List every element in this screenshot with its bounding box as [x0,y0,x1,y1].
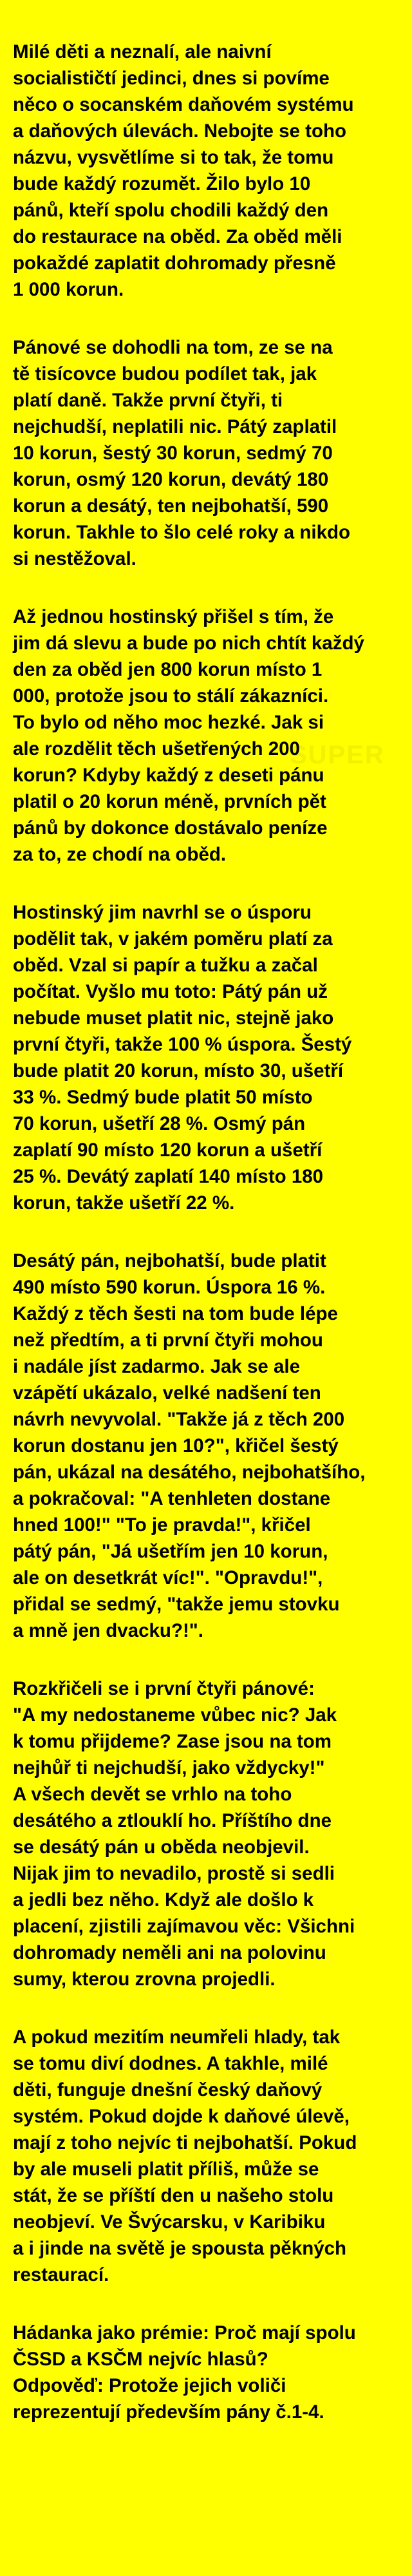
paragraph-riddle: Hádanka jako prémie: Proč mají spolu ČSSD a KSČM nejvíc hlasů? Odpověď: Protože jejich voliči reprezentují především pány č.1-4. [13,2322,356,2423]
paragraph-tenth-man: Desátý pán, nejbohatší, bude platit 490 místo 590 korun. Úspora 16 %. Každý z těch šesti na tom bude lépe než předtím, a ti první čtyři mohou i nadále jíst zadarmo. Jak se ale vzápětí ukázalo, velké nadšení ten návrh nevyvolal. "Takže já z těch 200 korun dostanu jen 10?", křičel šestý pán, ukázal na desátého, nejbohatšího, a pokračoval: "A tenhleten dostane hned 100!" "To je pravda!", křičel pátý pán, "Já ušetřím jen 10 korun, ale on desetkrát víc!". "Opravdu!", přidal se sedmý, "takže jemu stovku a mně jen dvacku?!". [13,1250,366,1641]
paragraph-intro: Milé děti a neznalí, ale naivní socialističtí jedinci, dnes si povíme něco o socanském daňovém systému a daňových úlevách. Nebojte se toho názvu, vysvětlíme si to tak, že tomu bude každý rozumět. Žilo bylo 10 pánů, kteří spolu chodili každý den do restaurace na oběd. Za oběd měli pokaždé zaplatit dohromady přesně 1 000 korun. [13,41,354,300]
paragraph-moral: A pokud mezitím neumřeli hlady, tak se tomu diví dodnes. A takhle, milé děti, funguje dnešní český daňový systém. Pokud dojde k daňové úlevě, mají z toho nejvíc ti nejbohatší. Pokud by ale museli platit příliš, může se stát, že se příští den u našeho stolu neobjeví. Ve Švýcarsku, v Karibiku a i jinde na světě je spousta pěkných restaurací. [13,2027,357,2285]
paragraph-outcry: Rozkřičeli se i první čtyři pánové: "A my nedostaneme vůbec nic? Jak k tomu přijdeme? Zase jsou na tom nejhůř ti nejchudší, jako vždycky!" A všech devět se vrhlo na toho desátého a ztlouklí ho. Příštího dne se desátý pán u oběda neobjevil. Nijak jim to nevadilo, prostě si sedli a jedli bez něho. Když ale došlo k placení, zjistili zajímavou věc: Všichni dohromady neměli ani na polovinu sumy, kterou zrovna projedli. [13,1678,355,1990]
article-body [13,39,402,2457]
watermark: SUPER [290,741,385,769]
paragraph-proposal: Hostinský jim navrhl se o úsporu podělit tak, v jakém poměru platí za oběd. Vzal si papír a tužku a začal počítat. Vyšlo mu toto: Pátý pán už nebude muset platit nic, stejně jako první čtyři, takže 100 % úspora. Šestý bude platit 20 korun, místo 30, ušetří 33 %. Sedmý bude platit 50 místo 70 korun, ušetří 28 %. Osmý pán zaplatí 90 místo 120 korun a ušetří 25 %. Devátý zaplatí 140 místo 180 korun, takže ušetří 22 %. [13,902,352,1214]
paragraph-discount: Až jednou hostinský přišel s tím, že jim dá slevu a bude po nich chtít každý den za oběd jen 800 korun místo 1 000, protože jsou to stálí zákazníci. To bylo od něho moc hezké. Jak si ale rozdělit těch ušetřených 200 korun? Kdyby každý z deseti pánu platil o 20 korun méně, prvních pět pánů by dokonce dostávalo peníze za to, ze chodí na oběd. [13,606,364,865]
paragraph-tax-shares: Pánové se dohodli na tom, ze se na tě tisícovce budou podílet tak, jak platí daně. Takže první čtyři, ti nejchudší, neplatili nic. Pátý zaplatil 10 korun, šestý 30 korun, sedmý 70 korun, osmý 120 korun, devátý 180 korun a desátý, ten nejbohatší, 590 korun. Takhle to šlo celé roky a nikdo si nestěžoval. [13,337,351,569]
